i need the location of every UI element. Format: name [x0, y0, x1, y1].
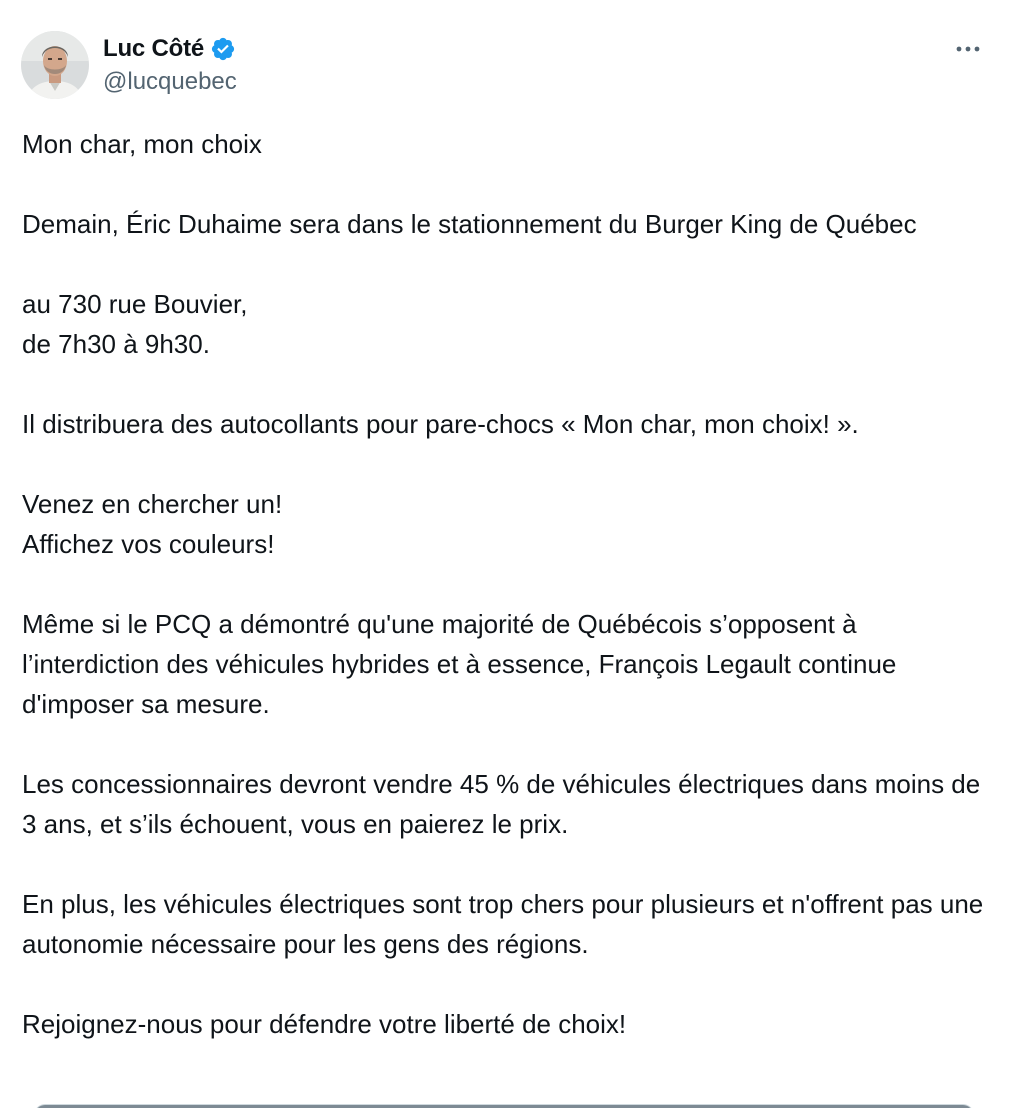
- more-options-button[interactable]: [950, 36, 986, 62]
- more-options-icon: [950, 36, 986, 62]
- tweet-paragraph: Mon char, mon choix: [22, 129, 262, 159]
- tweet-paragraph: En plus, les véhicules électriques sont trop chers pour plusieurs et n'offrent pas une autonomie nécessaire pour les gens des régions.: [22, 889, 984, 959]
- tweet-text: [22, 124, 992, 1084]
- tweet-line: de 7h30 à 9h30.: [22, 329, 210, 359]
- verified-badge-icon: [210, 36, 236, 62]
- tweet-paragraph: Rejoignez-nous pour défendre votre liberté de choix!: [22, 1009, 627, 1039]
- tweet-paragraph: Les concessionnaires devront vendre 45 % de véhicules électriques dans moins de 3 ans, et s’ils échouent, vous en paierez le prix.: [22, 769, 981, 839]
- tweet-line: au 730 rue Bouvier,: [22, 289, 248, 319]
- tweet-paragraph: Même si le PCQ a démontré qu'une majorité de Québécois s’opposent à l’interdiction des véhicules hybrides et à essence, François Legault continue d'imposer sa mesure.: [22, 609, 897, 719]
- tweet-paragraph: Demain, Éric Duhaime sera dans le stationnement du Burger King de Québec: [22, 209, 917, 239]
- tweet-media-preview[interactable]: [34, 1104, 974, 1108]
- author-handle[interactable]: @lucquebec: [103, 68, 237, 95]
- avatar-photo: [21, 31, 89, 99]
- avatar[interactable]: [21, 31, 89, 99]
- author-name-row: [103, 34, 236, 64]
- tweet-line: Affichez vos couleurs!: [22, 529, 275, 559]
- author-display-name[interactable]: Luc Côté: [103, 35, 205, 62]
- tweet-paragraph: Il distribuera des autocollants pour pare-chocs « Mon char, mon choix! ».: [22, 409, 859, 439]
- tweet-line: Venez en chercher un!: [22, 489, 283, 519]
